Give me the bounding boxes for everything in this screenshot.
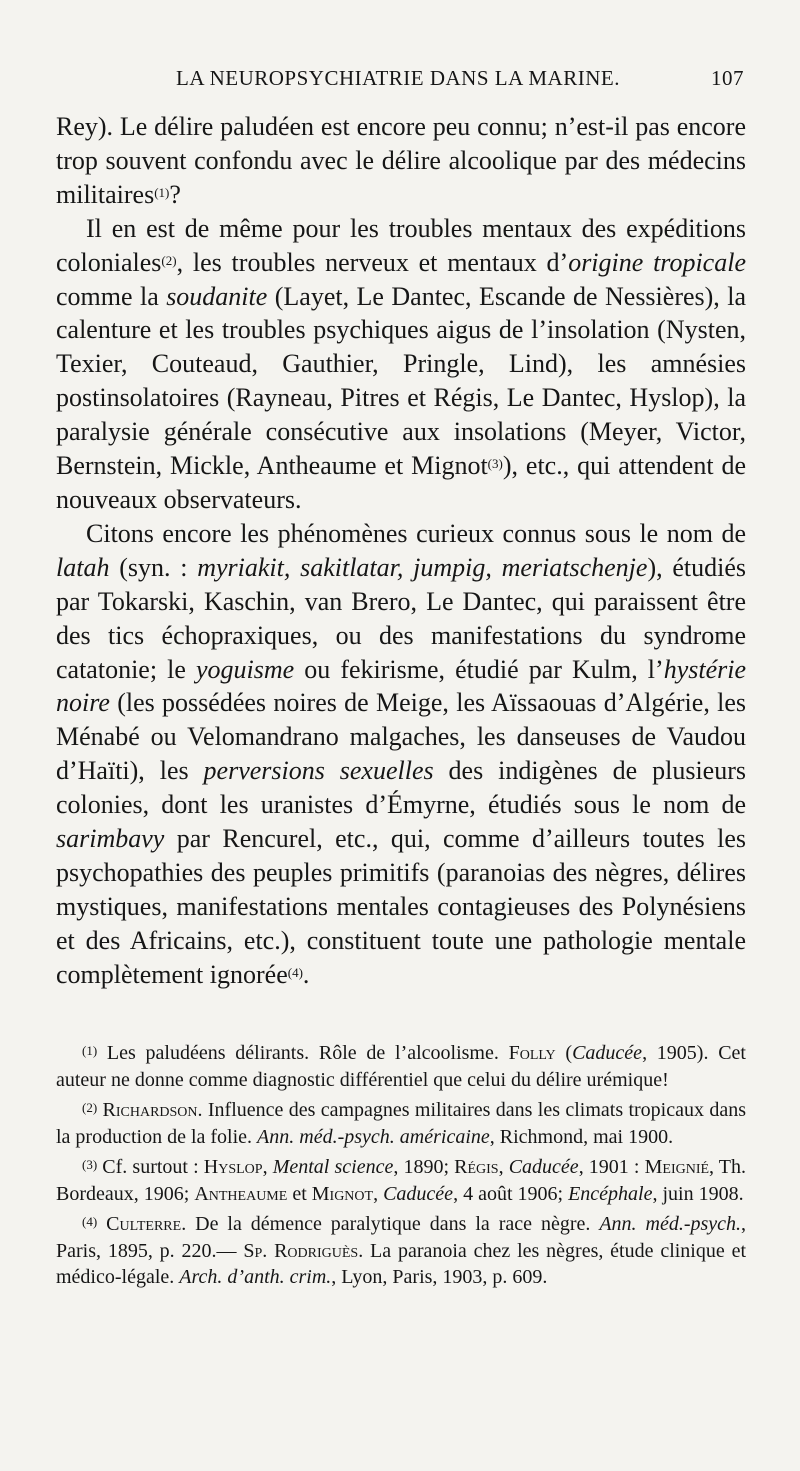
footnote-mark: (2) [82,1100,98,1115]
footnote-mark: (3) [82,1157,98,1172]
text-run: , Lyon, Paris, 1903, p. 609. [331,1266,548,1288]
footnote-ref-1[interactable]: (1) [154,184,170,200]
journal-title: Caducée [508,1156,579,1178]
text-run: ), etc., qui attendent de nouveaux observateurs. [56,451,746,514]
journal-title: Ann. méd.-psych. [599,1213,742,1235]
text-run: , Richmond, mai 1900. [489,1125,674,1148]
italic-term: sarimbavy [56,824,165,854]
text-run: . La paranoia chez les nègres, étude clinique et médico-légale. [56,1239,747,1288]
text-run: , 4 août 1906; [453,1182,569,1205]
text-run: par Rencurel, etc., qui, comme d’ailleurs toutes les psychopathies des peuples primitifs (paranoias des nègres, délires mystiques, manifestations mentales contagieuses des Polynésiens et des Africains, etc.), constituent toute une pathologie mentale complètement ignorée [56,824,746,989]
text-run: comme la [56,281,167,311]
italic-term: myriakit, sakitlatar, jumpig, meriatschenje [197,552,648,582]
text-run: (Layet, Le Dantec, Escande de Nessières), la calenture et les troubles psychiques aigus de l’insolation (Nysten, Texier, Couteaud, Gauthier, Pringle, Lind), les amnésies postinsolatoires (Rayneau, Pitres et Régis, Le Dantec, Hyslop), la paralysie générale consécutive aux insolations (Meyer, Victor, Bernstein, Mickle, Antheaume et Mignot [56,281,746,481]
footnote-ref-4[interactable]: (4) [287,964,303,980]
text-run: . [302,959,310,989]
journal-title: Mental science [272,1156,394,1178]
text-run: ), étudiés par Tokarski, Kaschin, van Brero, Le Dantec, qui paraissent être des tics échopraxiques, ou des manifestations du syndrome catatonie; le [56,552,747,684]
text-run: , 1890; [393,1156,455,1178]
italic-term: soudanite [166,281,268,311]
author-name: Mignot [311,1182,374,1205]
author-name: Folly [508,1042,556,1064]
text-run: , 1901 : [578,1156,645,1178]
text-run: , [498,1156,509,1178]
text-run: , juin 1908. [652,1182,744,1205]
text-run: Cf. surtout : [102,1156,204,1178]
footnote-4 [56,1211,746,1291]
text-run: Rey). Le délire paludéen est encore peu connu; n’est-il pas encore trop souvent confondu avec le délire alcoolique par des médecins militaires [56,112,746,209]
footnote-2 [56,1097,746,1150]
text-run: Citons encore les phénomènes curieux connus sous le nom de [86,518,746,548]
running-header [56,66,744,100]
footnote-3 [56,1154,746,1207]
text-run: ( [555,1042,573,1064]
paragraph-2 [56,212,746,517]
paragraph-3 [56,517,746,992]
text-run: , Paris, 1895, p. 220.— [56,1213,747,1262]
author-name: Hyslop [203,1156,263,1178]
journal-title: Encéphale [568,1182,653,1205]
text-run: , Th. Bordeaux, 1906; [56,1156,747,1205]
footnote-mark: (4) [82,1214,98,1229]
paragraph-1 [56,110,746,212]
text-run: ou fekirisme, étudié par Kulm, l’ [294,654,664,684]
journal-title: Ann. méd.-psych. américaine [257,1125,490,1148]
text-run: , 1905). Cet auteur ne donne comme diagnostic différentiel que celui du délire urémique! [56,1042,746,1091]
author-name: Meignié [644,1156,710,1178]
text-run: , les troubles nerveux et mentaux d’ [176,247,569,277]
italic-term: hystérie noire [56,654,746,718]
text-run: (syn. : [109,552,198,582]
main-text [56,110,746,992]
journal-title: Caducée [572,1042,643,1064]
text-run: ? [169,179,181,209]
footnote-mark: (1) [82,1043,98,1058]
page-number: 107 [711,66,744,90]
author-name: Richardson [102,1099,198,1121]
footnote-ref-2[interactable]: (2) [161,252,177,268]
footnote-1 [56,1040,746,1093]
author-name: Culterre [106,1213,182,1235]
text-run: Il en est de même pour les troubles mentaux des expéditions coloniales [56,213,746,277]
text-run: Les paludéens délirants. Rôle de l’alcoolisme. [106,1042,509,1064]
italic-term: yoguisme [195,654,295,684]
italic-term: origine tropicale [568,247,746,277]
italic-term: perversions sexuelles [203,756,434,786]
text-run: , [262,1156,273,1178]
italic-term: latah [56,552,110,582]
footnotes [56,1040,746,1295]
journal-title: Caducée [383,1182,454,1205]
author-name: Régis [454,1156,499,1178]
author-name: Sp. Rodriguès [243,1239,359,1262]
author-name: Antheaume [194,1182,288,1205]
text-run: et [287,1182,312,1205]
text-run: , [373,1182,384,1205]
text-run: . De la démence paralytique dans la race nègre. [181,1213,600,1235]
text-run: des indigènes de plusieurs colonies, dont les uranistes d’Émyrne, étudiés sous le nom de [56,756,746,820]
footnote-ref-3[interactable]: (3) [487,456,503,472]
journal-title: Arch. d’anth. crim. [179,1266,332,1288]
running-title: LA NEUROPSYCHIATRIE DANS LA MARINE. [176,66,620,90]
text-run: (les possédées noires de Meige, les Aïssaouas d’Algérie, les Ménabé ou Velomandrano malgaches, les danseuses de Vaudou d’Haïti), les [56,688,746,786]
text-run: . Influence des campagnes militaires dans les climats tropicaux dans la production de la folie. [56,1099,746,1148]
